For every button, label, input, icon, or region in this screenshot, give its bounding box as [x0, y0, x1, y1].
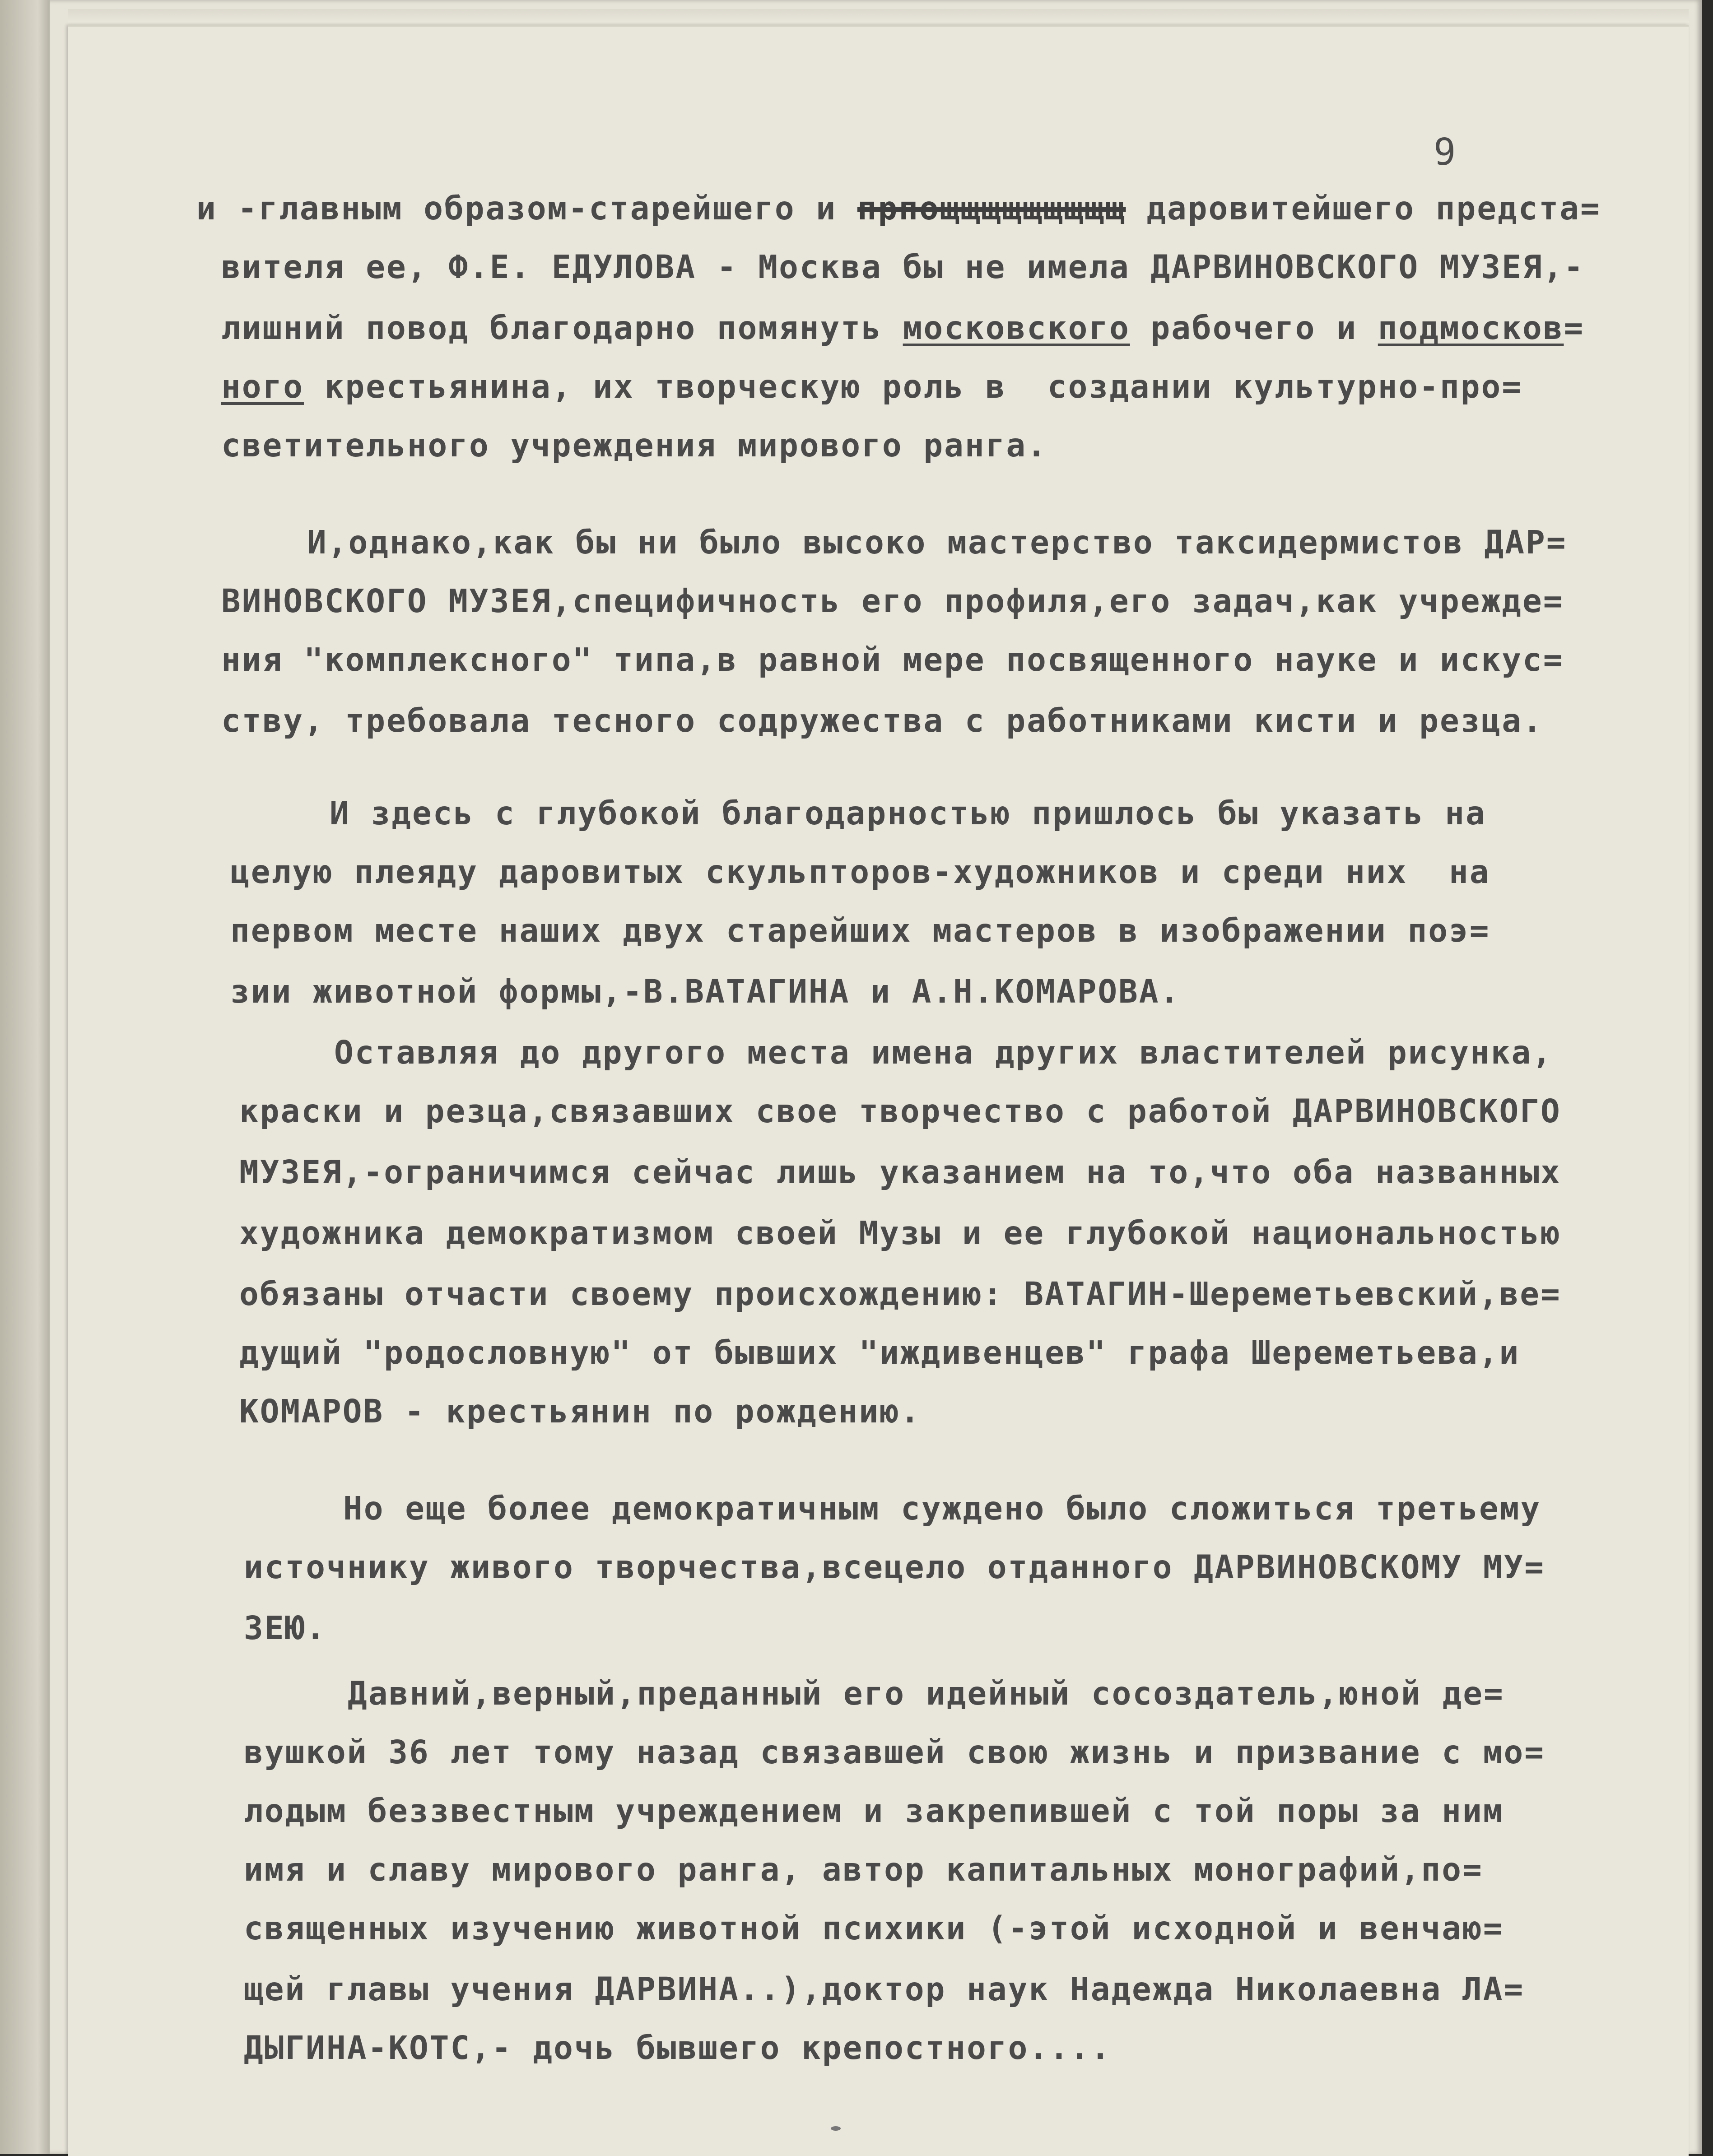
underlined-text: подмосков: [1378, 309, 1564, 347]
text-line: [244, 1792, 1504, 1830]
text-line: [244, 1910, 1504, 1947]
text-segment: обязаны отчасти своему происхождению: ВАТАГИН-Шереметьевский,ве=: [239, 1275, 1561, 1313]
text-segment: МУЗЕЯ,-ограничимся сейчас лишь указанием на то,что оба названных: [239, 1153, 1561, 1191]
text-segment: вителя ее, Ф.Е. ЕДУЛОВА - Москва бы не имела ДАРВИНОВСКОГО МУЗЕЯ,-: [221, 248, 1585, 286]
text-segment: священных изучению животной психики (-этой исходной и венчаю=: [244, 1910, 1504, 1947]
text-segment: ДЫГИНА-КОТС,- дочь бывшего крепостного....: [244, 2029, 1112, 2067]
text-line: [196, 190, 1601, 227]
text-line: [244, 1548, 1545, 1586]
text-segment: И,однако,как бы ни было высоко мастерство таксидермистов ДАР=: [307, 524, 1567, 561]
text-segment: крестьянина, их творческую роль в создании культурно-про=: [303, 368, 1522, 405]
text-segment: зии животной формы,-В.ВАТАГИНА и А.Н.КОМАРОВА.: [230, 973, 1181, 1010]
text-line: [221, 641, 1564, 678]
text-line: [239, 1153, 1561, 1191]
text-segment: и -главным образом-старейшего и: [196, 190, 857, 227]
text-line: [244, 2029, 1111, 2067]
text-segment: Но еще более демократичным суждено было сложиться третьему: [343, 1490, 1541, 1527]
text-segment: ния "комплексного" типа,в равной мере посвященного науке и искус=: [221, 641, 1564, 678]
text-line: [334, 1034, 1553, 1071]
underlined-text: ного: [221, 368, 304, 405]
text-segment: Давний,верный,преданный его идейный сосоздатель,юной де=: [348, 1675, 1504, 1712]
text-line: [330, 795, 1486, 832]
page-number: 9: [1434, 131, 1456, 174]
text-line: [239, 1275, 1561, 1313]
text-segment: =: [1564, 309, 1585, 347]
text-line: [221, 427, 1047, 464]
text-line: [221, 582, 1564, 620]
text-line: [221, 309, 1584, 347]
struck-text: прпощщщщщщщщщ: [857, 190, 1126, 227]
text-line: [244, 1609, 326, 1647]
text-line: [239, 1214, 1561, 1252]
text-line: [230, 912, 1490, 949]
text-segment: ЗЕЮ.: [244, 1609, 326, 1647]
text-line: [230, 853, 1490, 891]
text-line: [244, 1970, 1524, 2008]
text-segment: щей главы учения ДАРВИНА..),доктор наук Надежда Николаевна ЛА=: [244, 1970, 1525, 2008]
text-line: [244, 1851, 1483, 1888]
text-segment: первом месте наших двух старейших мастеров в изображении поэ=: [230, 912, 1490, 949]
text-segment: краски и резца,связавших свое творчество с работой ДАРВИНОВСКОГО: [239, 1092, 1561, 1130]
text-line: [239, 1334, 1520, 1371]
text-segment: ству, требовала тесного содружества с работниками кисти и резца.: [221, 702, 1543, 739]
text-line: [307, 524, 1567, 561]
text-line: [239, 1393, 921, 1430]
text-segment: рабочего и: [1130, 309, 1378, 347]
text-line: [348, 1675, 1504, 1712]
text-segment: дущий "родословную" от бывших "иждивенцев" графа Шереметьева,и: [239, 1334, 1520, 1371]
ink-mark: [831, 2126, 841, 2131]
text-segment: светительного учреждения мирового ранга.: [221, 427, 1047, 464]
text-segment: целую плеяду даровитых скульпторов-художников и среди них на: [230, 853, 1490, 891]
text-line: [221, 248, 1584, 286]
text-line: [230, 973, 1180, 1010]
text-line: [343, 1490, 1541, 1527]
text-segment: Оставляя до другого места имена других властителей рисунка,: [334, 1034, 1553, 1071]
text-segment: вушкой 36 лет тому назад связавшей свою жизнь и призвание с мо=: [244, 1733, 1545, 1771]
underlined-text: московского: [903, 309, 1130, 347]
text-segment: КОМАРОВ - крестьянин по рождению.: [239, 1393, 921, 1430]
text-segment: имя и славу мирового ранга, автор капитальных монографий,по=: [244, 1851, 1483, 1888]
text-segment: даровитейшего предста=: [1126, 190, 1601, 227]
text-segment: И здесь с глубокой благодарностью пришлось бы указать на: [330, 795, 1486, 832]
text-segment: лишний повод благодарно помянуть: [221, 309, 903, 347]
text-segment: художника демократизмом своей Музы и ее глубокой национальностью: [239, 1214, 1561, 1252]
text-line: [244, 1733, 1545, 1771]
text-line: [221, 368, 1522, 405]
text-segment: ВИНОВСКОГО МУЗЕЯ,специфичность его профиля,его задач,как учрежде=: [221, 582, 1564, 620]
text-line: [221, 702, 1543, 739]
text-line: [239, 1092, 1561, 1130]
text-segment: лодым беззвестным учреждением и закрепившей с той поры за ним: [244, 1792, 1504, 1830]
text-segment: источнику живого творчества,всецело отданного ДАРВИНОВСКОМУ МУ=: [244, 1548, 1545, 1586]
